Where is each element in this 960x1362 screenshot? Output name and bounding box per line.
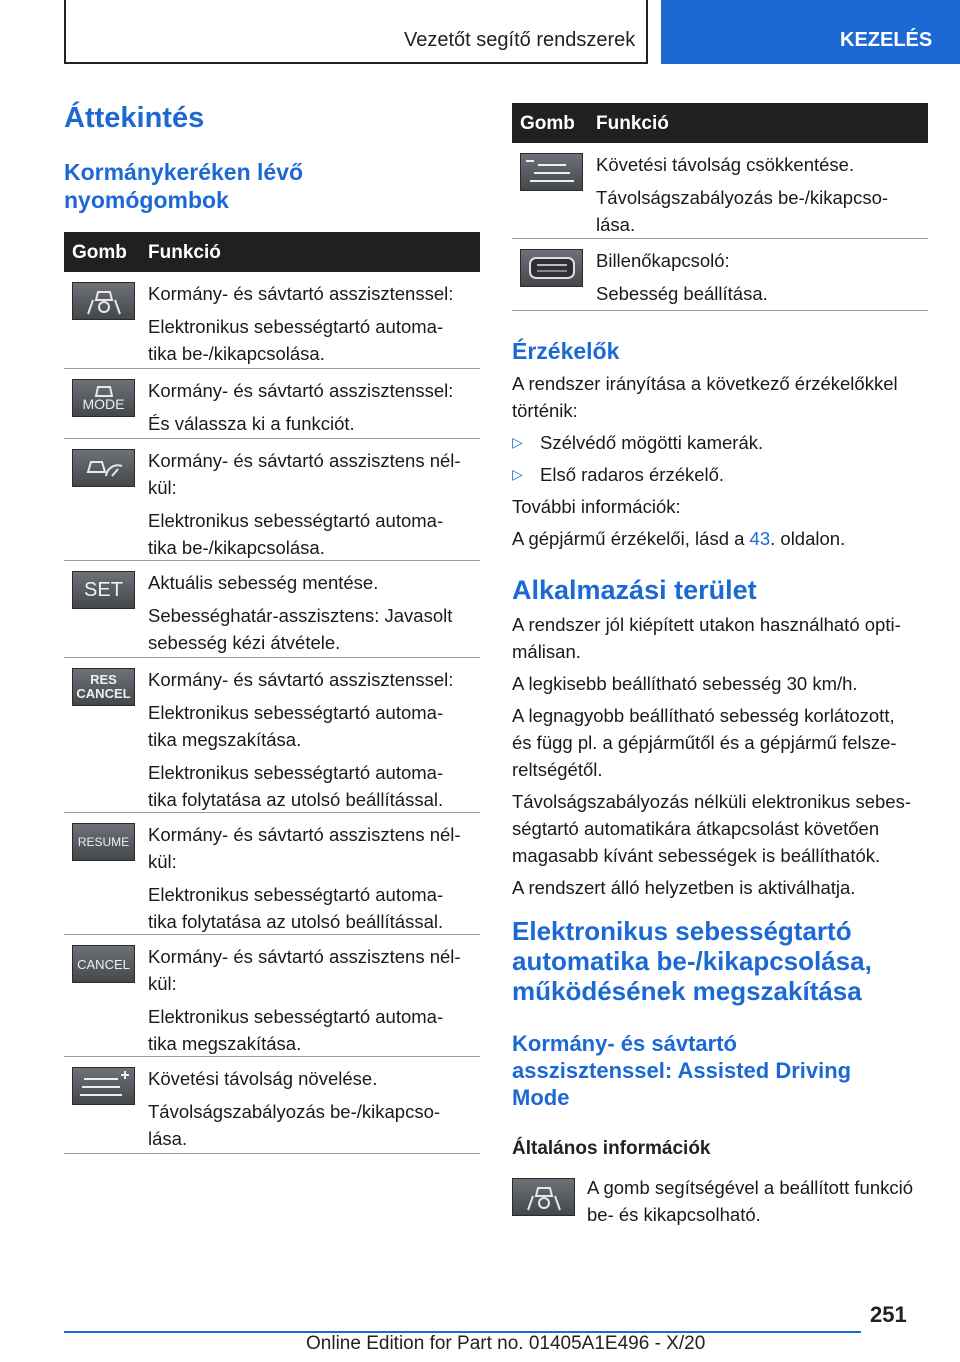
function-text: Elektronikus sebességtartó automa- xyxy=(148,316,444,337)
row-function xyxy=(148,377,480,437)
page-title: Áttekintés xyxy=(64,102,205,134)
function-text: kül: xyxy=(148,973,177,994)
function-text: És válassza ki a funkciót. xyxy=(148,413,355,434)
table-header xyxy=(512,103,928,143)
paragraph-line: A rendszer irányítása a következő érzékelőkkel xyxy=(512,373,898,394)
paragraph-line: történik: xyxy=(512,400,578,421)
footer-edition: Online Edition for Part no. 01405A1E496 - X/20 xyxy=(306,1333,706,1354)
col-header-function: Funkció xyxy=(148,242,221,263)
paragraph-line: A legnagyobb beállítható sebesség korlátozott, xyxy=(512,705,895,726)
page-reference xyxy=(512,525,928,552)
list-item xyxy=(512,461,928,488)
onoff-heading-2: automatika be-/kikapcsolása, xyxy=(512,946,872,976)
function-text: Elektronikus sebességtartó automa- xyxy=(148,762,444,783)
paragraph-line: magasabb kívánt sebességek is beállíthatók. xyxy=(512,845,881,866)
header-chapter-label: KEZELÉS xyxy=(840,29,933,51)
function-text: Sebességhatár-asszisztens: Javasolt xyxy=(148,605,453,626)
row-function xyxy=(148,569,480,656)
paragraph-line: ségtartó automatikára átkapcsolást követően xyxy=(512,818,880,839)
function-text: Kormány- és sávtartó asszisztens nél- xyxy=(148,946,461,967)
list-item-text: Első radaros érzékelő. xyxy=(540,464,725,485)
resume-icon-label: RESUME xyxy=(77,835,130,849)
table-row xyxy=(64,369,480,439)
buttons-table xyxy=(64,232,480,1154)
distance-decrease-icon xyxy=(520,153,583,191)
table-row xyxy=(64,272,480,369)
paragraph-line: A rendszer jól kiépített utakon használható opti- xyxy=(512,614,901,635)
function-text: Aktuális sebesség mentése. xyxy=(148,572,379,593)
row-function xyxy=(148,280,480,367)
sensors-heading: Érzékelők xyxy=(512,338,620,364)
row-function xyxy=(596,247,928,307)
row-function xyxy=(596,151,928,238)
col-header-button: Gomb xyxy=(72,242,127,263)
cruise-control-icon xyxy=(72,449,135,487)
paragraph-line: málisan. xyxy=(512,641,581,662)
col-header-button: Gomb xyxy=(520,113,575,134)
function-text: Távolságszabályozás be-/kikapcso- xyxy=(596,187,889,208)
function-text: lása. xyxy=(148,1128,188,1149)
function-text: Elektronikus sebességtartó automa- xyxy=(148,1006,444,1027)
function-text: Billenőkapcsoló: xyxy=(596,250,730,271)
function-text: tika be-/kikapcsolása. xyxy=(148,343,325,364)
list-item xyxy=(512,429,928,456)
ref-text: A gépjármű érzékelői, lásd a xyxy=(512,528,750,549)
set-icon xyxy=(72,571,135,609)
cancel-icon-label: CANCEL xyxy=(77,956,130,972)
cancel-icon-label: CANCEL xyxy=(76,686,131,701)
resume-icon xyxy=(72,823,135,861)
scope-heading: Alkalmazási terület xyxy=(512,575,757,605)
paragraph-line: Távolságszabályozás nélküli elektronikus sebes- xyxy=(512,791,911,812)
function-text: Elektronikus sebességtartó automa- xyxy=(148,510,444,531)
function-text: Kormány- és sávtartó asszisztenssel: xyxy=(148,380,454,401)
general-info-text xyxy=(587,1174,932,1228)
row-function xyxy=(148,1065,480,1152)
function-text: Elektronikus sebességtartó automa- xyxy=(148,702,444,723)
function-text: kül: xyxy=(148,851,177,872)
paragraph-line: A rendszert álló helyzetben is aktiválhatja. xyxy=(512,877,856,898)
adm-heading-2: asszisztenssel: Assisted Driving xyxy=(512,1058,852,1083)
paragraph-line: és függ pl. a gépjárműtől és a gépjármű felsze- xyxy=(512,732,897,753)
function-text: lása. xyxy=(596,214,636,235)
row-function xyxy=(148,447,480,561)
function-text: Kormány- és sávtartó asszisztens nél- xyxy=(148,824,461,845)
col-header-function: Funkció xyxy=(596,113,669,134)
table-row xyxy=(64,1057,480,1154)
steering-assist-icon xyxy=(512,1178,575,1216)
page-link[interactable]: 43 xyxy=(749,528,771,549)
set-icon-label: SET xyxy=(84,578,123,601)
scope-body xyxy=(512,611,928,901)
paragraph-line: be- és kikapcsolható. xyxy=(587,1204,761,1225)
table-header xyxy=(64,232,480,272)
function-text: sebesség kézi átvétele. xyxy=(148,632,341,653)
row-function xyxy=(148,666,480,813)
function-text: Sebesség beállítása. xyxy=(596,283,768,304)
ref-text: . oldalon. xyxy=(770,528,846,549)
function-text: Kormány- és sávtartó asszisztenssel: xyxy=(148,669,454,690)
onoff-heading-3: működésének megszakítása xyxy=(512,976,862,1006)
table-row xyxy=(512,239,928,311)
general-info-heading: Általános információk xyxy=(512,1138,711,1159)
row-function xyxy=(148,821,480,935)
distance-increase-icon xyxy=(72,1067,135,1105)
function-text: tika be-/kikapcsolása. xyxy=(148,537,325,558)
list-item-text: Szélvédő mögötti kamerák. xyxy=(540,432,764,453)
buttons-table-continued xyxy=(512,103,928,311)
bullet-triangle-icon: ▷ xyxy=(512,434,523,450)
table-row xyxy=(64,561,480,658)
function-text: tika megszakítása. xyxy=(148,1033,302,1054)
paragraph-line: A gomb segítségével a beállított funkció xyxy=(587,1177,914,1198)
paragraph-line: További információk: xyxy=(512,496,681,517)
row-function xyxy=(148,943,480,1057)
function-text: Kormány- és sávtartó asszisztens nél- xyxy=(148,450,461,471)
function-text: Távolságszabályozás be-/kikapcso- xyxy=(148,1101,441,1122)
res-icon-label: RES xyxy=(90,672,117,687)
table-row xyxy=(512,143,928,239)
rocker-switch-icon xyxy=(520,249,583,287)
mode-icon-label: MODE xyxy=(82,395,125,412)
section-subtitle-1: Kormánykeréken lévő xyxy=(64,159,304,185)
function-text: tika megszakítása. xyxy=(148,729,302,750)
header-section-title: Vezetőt segítő rendszerek xyxy=(404,29,636,51)
onoff-heading-1: Elektronikus sebességtartó xyxy=(512,916,852,946)
function-text: kül: xyxy=(148,477,177,498)
function-text: Követési távolság növelése. xyxy=(148,1068,378,1089)
mode-icon xyxy=(72,379,135,417)
function-text: Követési távolság csökkentése. xyxy=(596,154,855,175)
function-text: tika folytatása az utolsó beállítással. xyxy=(148,789,444,810)
table-row xyxy=(64,658,480,813)
table-row xyxy=(64,935,480,1057)
paragraph-line: reltségétől. xyxy=(512,759,603,780)
function-text: tika folytatása az utolsó beállítással. xyxy=(148,911,444,932)
cancel-icon xyxy=(72,945,135,983)
steering-assist-icon xyxy=(72,282,135,320)
bullet-triangle-icon: ▷ xyxy=(512,466,523,482)
table-row xyxy=(64,813,480,935)
adm-heading-3: Mode xyxy=(512,1085,570,1110)
table-row xyxy=(64,439,480,561)
res-cancel-icon xyxy=(72,668,135,706)
section-subtitle-2: nyomógombok xyxy=(64,187,229,213)
function-text: Kormány- és sávtartó asszisztenssel: xyxy=(148,283,454,304)
paragraph-line: A legkisebb beállítható sebesség 30 km/h. xyxy=(512,673,858,694)
adm-heading-1: Kormány- és sávtartó xyxy=(512,1031,737,1056)
sensors-body xyxy=(512,370,928,552)
page-number: 251 xyxy=(870,1302,907,1327)
function-text: Elektronikus sebességtartó automa- xyxy=(148,884,444,905)
